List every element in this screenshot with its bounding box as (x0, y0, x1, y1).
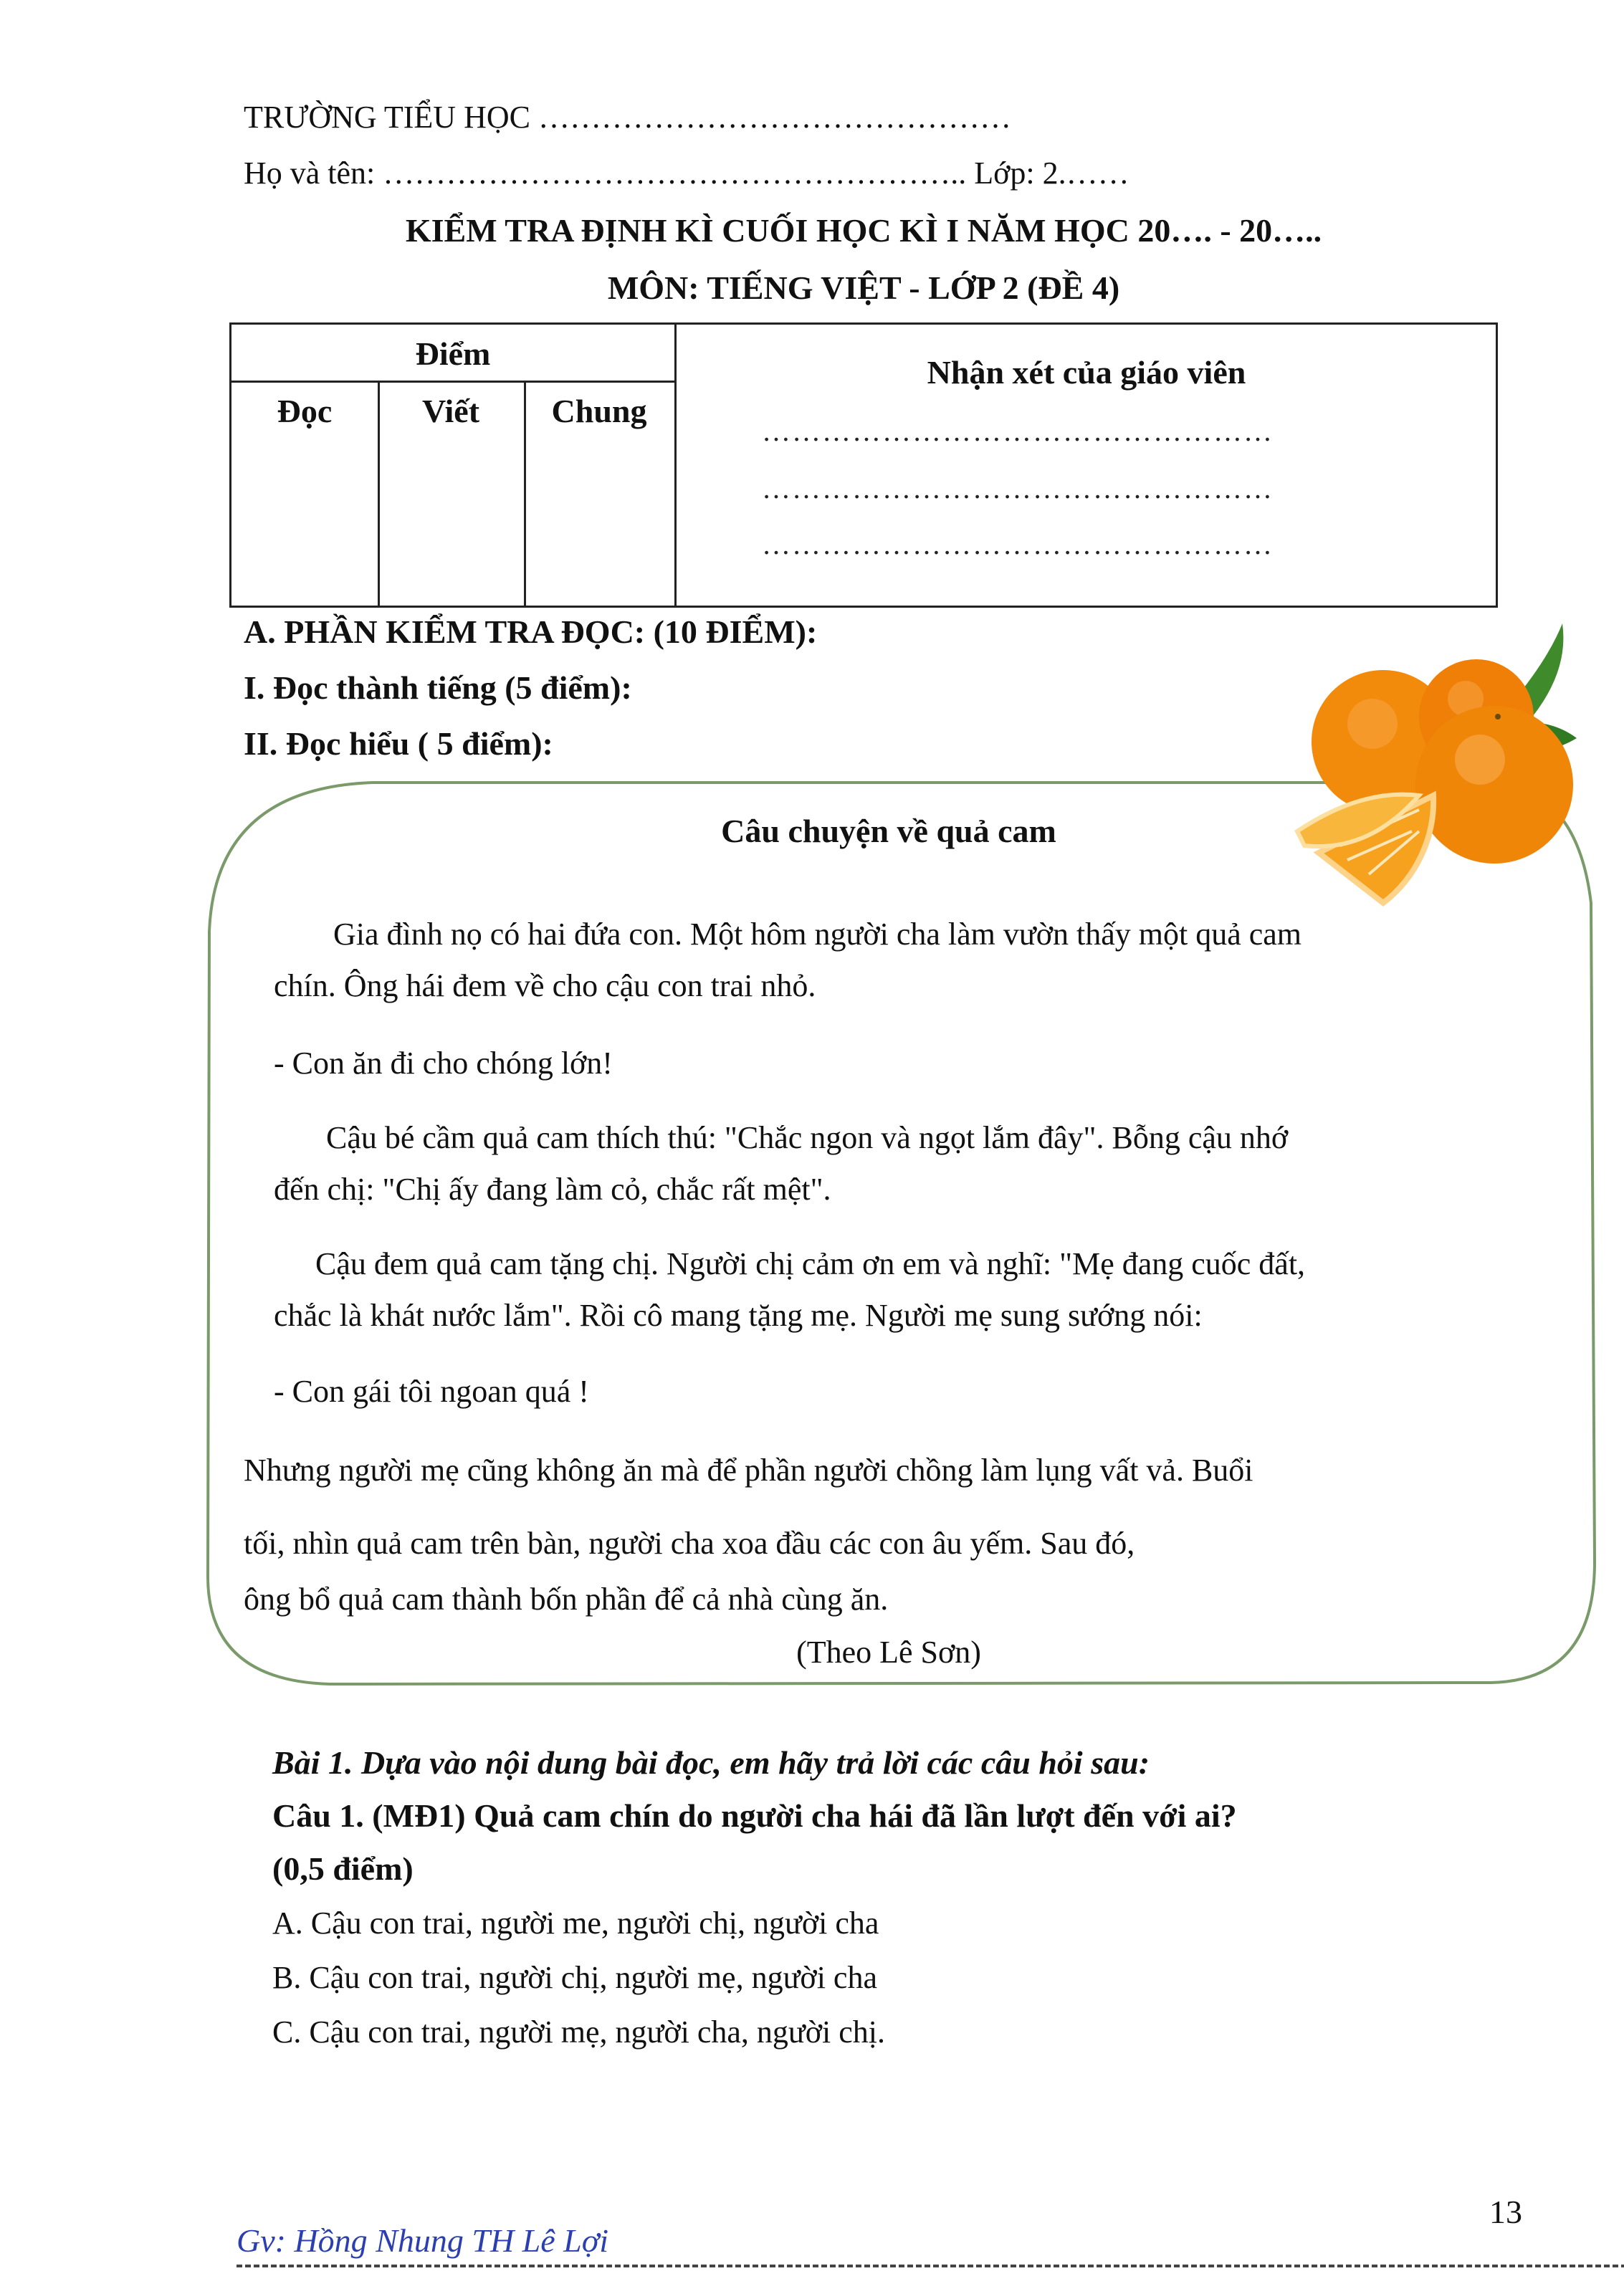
score-header: Điểm (415, 335, 491, 372)
story-line: chín. Ông hái đem về cho cậu con trai nhỏ. (274, 968, 816, 1003)
option-b: B. Cậu con trai, người chị, người mẹ, người cha (272, 1960, 877, 1995)
exam-title: KIỂM TRA ĐỊNH KÌ CUỐI HỌC KÌ I NĂM HỌC 20…. - 20….. (405, 212, 1322, 249)
subject-title: MÔN: TIẾNG VIỆT - LỚP 2 (ĐỀ 4) (607, 269, 1120, 306)
page-number: 13 (1489, 2194, 1522, 2230)
story-line: - Con gái tôi ngoan quá ! (274, 1374, 589, 1409)
story-source: (Theo Lê Sơn) (796, 1635, 981, 1670)
story-line: Cậu đem quả cam tặng chị. Người chị cảm ơn em và nghĩ: "Mẹ đang cuốc đất, (315, 1246, 1306, 1281)
comment-line: …………………………………………… (762, 472, 1274, 505)
story-title: Câu chuyện về quả cam (721, 813, 1056, 849)
story-line: chắc là khát nước lắm". Rồi cô mang tặng mẹ. Người mẹ sung sướng nói: (274, 1298, 1203, 1333)
score-col-reading: Đọc (277, 393, 333, 429)
option-a: A. Cậu con trai, người me, người chị, người cha (272, 1906, 879, 1941)
story-line: Cậu bé cầm quả cam thích thú: "Chắc ngon và ngọt lắm đây". Bỗng cậu nhớ (326, 1120, 1289, 1155)
score-col-writing: Viết (421, 393, 480, 429)
story-line: Nhưng người mẹ cũng không ăn mà để phần người chồng làm lụng vất vả. Buổi (244, 1453, 1253, 1488)
school-line: TRƯỜNG TIỂU HỌC ……………………………………… (244, 100, 1011, 135)
question-1: Câu 1. (MĐ1) Quả cam chín do người cha hái đã lần lượt đến với ai? (272, 1797, 1237, 1834)
footer-author: Gv: Hồng Nhung TH Lê Lợi (237, 2222, 609, 2259)
story-line: ông bổ quả cam thành bốn phần để cả nhà cùng ăn. (244, 1582, 889, 1617)
exercise-title: Bài 1. Dựa vào nội dung bài đọc, em hãy trả lời các câu hỏi sau: (272, 1744, 1150, 1781)
part-2-title: II. Đọc hiểu ( 5 điểm): (244, 725, 553, 762)
name-class-line: Họ và tên: ……………………………………………….. Lớp: 2.…… (244, 156, 1129, 191)
option-c: C. Cậu con trai, người mẹ, người cha, người chị. (272, 2014, 885, 2050)
score-col-total: Chung (551, 393, 647, 429)
footer-divider (237, 2265, 1624, 2267)
story-line: tối, nhìn quả cam trên bàn, người cha xoa đầu các con âu yếm. Sau đó, (244, 1526, 1135, 1561)
section-a-title: A. PHẦN KIỂM TRA ĐỌC: (10 ĐIỂM): (244, 613, 818, 650)
story-line: đến chị: "Chị ấy đang làm cỏ, chắc rất mệt". (274, 1172, 831, 1207)
story-line: Gia đình nọ có hai đứa con. Một hôm người cha làm vườn thấy một quả cam (333, 917, 1302, 952)
teacher-comment-header: Nhận xét của giáo viên (927, 354, 1246, 391)
question-1-points: (0,5 điểm) (272, 1850, 414, 1887)
comment-line: …………………………………………… (762, 528, 1274, 560)
part-1-title: I. Đọc thành tiếng (5 điểm): (244, 669, 632, 706)
story-line: - Con ăn đi cho chóng lớn! (274, 1046, 613, 1081)
comment-line: …………………………………………… (762, 415, 1274, 447)
orange-fruit-icon (1276, 616, 1577, 917)
